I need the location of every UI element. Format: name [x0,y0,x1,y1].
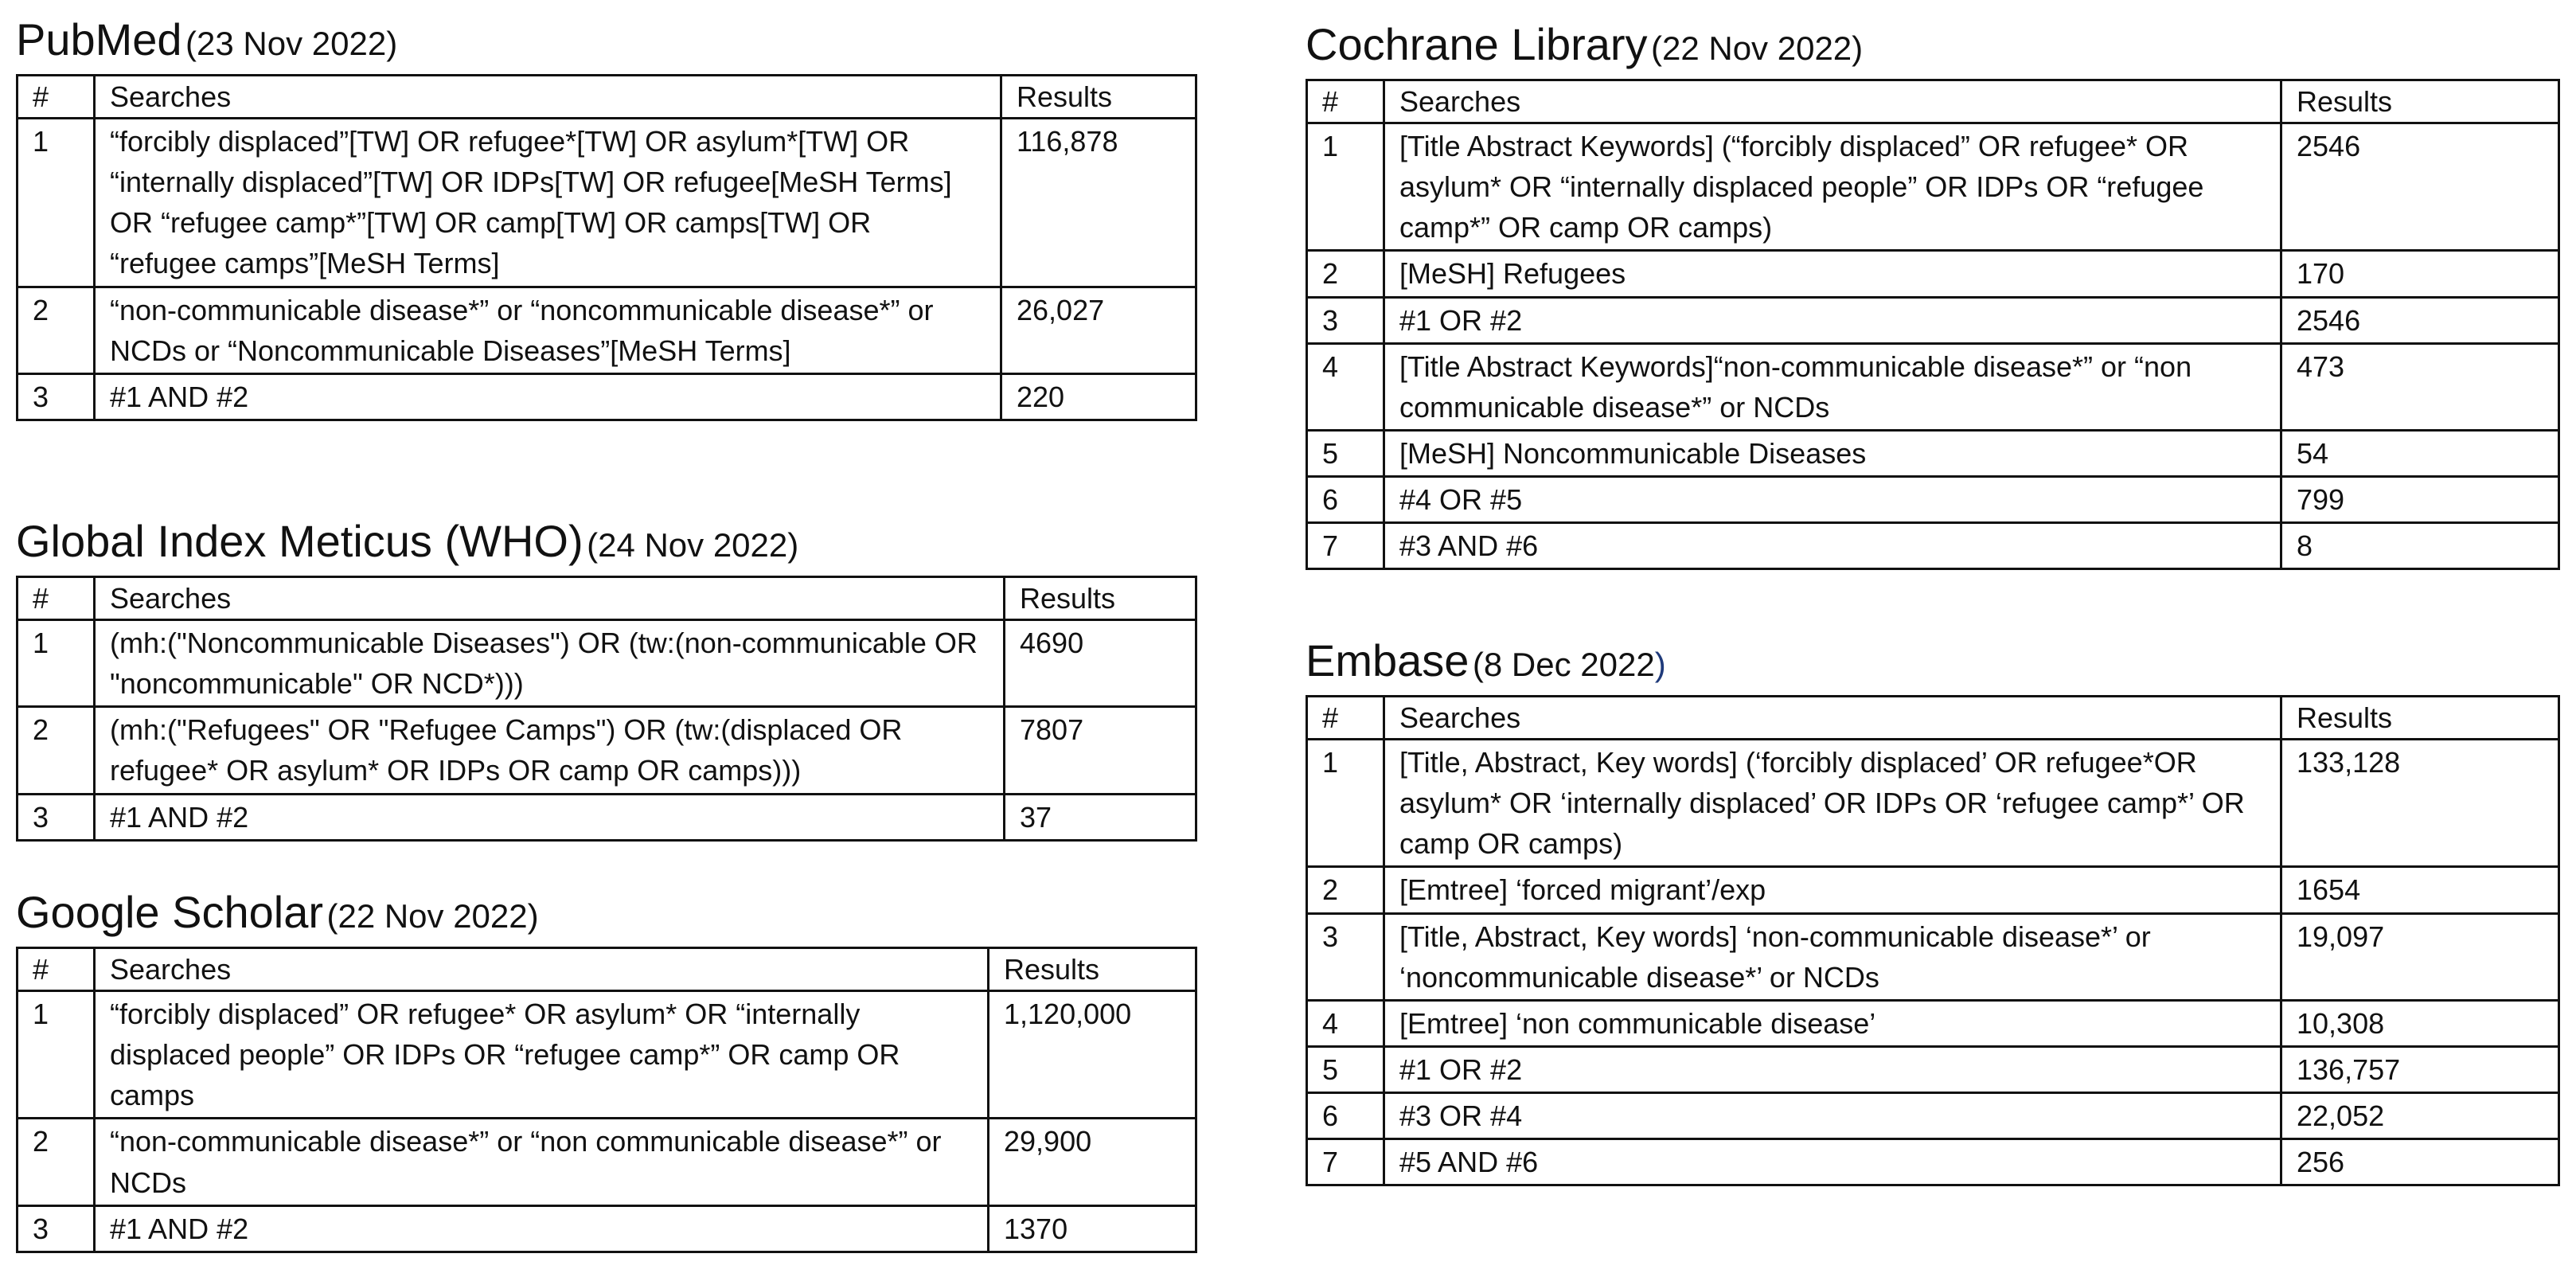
search-query-cell: #3 OR #4 [1384,1092,2281,1138]
search-query-cell: #1 AND #2 [95,1205,989,1252]
section-date-close: ) [1654,646,1666,683]
searches-header: Searches [1384,697,2281,740]
table-row [18,373,1196,420]
results-count-cell: 256 [2281,1139,2559,1185]
results-count-cell: 220 [1001,373,1196,420]
results-count-cell: 10,308 [2281,1000,2559,1046]
num-header: # [1307,697,1384,740]
row-number-cell: 2 [1307,867,1384,913]
row-number-cell: 7 [1307,1139,1384,1185]
search-query-cell: [MeSH] Noncommunicable Diseases [1384,430,2281,476]
results-count-cell: 7807 [1005,707,1196,794]
table-row [18,794,1196,840]
section-title: Embase [1306,635,1469,685]
table-row [18,287,1196,373]
row-number-cell: 2 [18,287,95,373]
table-row [1307,1092,2559,1138]
section-date: (24 Nov 2022) [587,526,799,564]
table-row [1307,867,2559,913]
row-number-cell: 2 [18,707,95,794]
section-title: Cochrane Library [1306,19,1648,69]
table-row [1307,1139,2559,1185]
results-count-cell: 1654 [2281,867,2559,913]
table-row [1307,123,2559,251]
row-number-cell: 2 [1307,251,1384,297]
table-row [1307,913,2559,1000]
section-title: Google Scholar [16,887,324,937]
global-index-medicus-section [16,516,1197,842]
search-query-cell: #1 OR #2 [1384,1046,2281,1092]
row-number-cell: 3 [18,1205,95,1252]
section-heading [16,887,1197,937]
row-number-cell: 6 [1307,1092,1384,1138]
table-header-row [1307,697,2559,740]
search-query-cell: #1 OR #2 [1384,297,2281,343]
section-date [1473,646,1666,683]
table-row [1307,1000,2559,1046]
search-query-cell: “non-communicable disease*” or “noncommunicable disease*” or NCDs or “Noncommunicable Diseases”[MeSH Terms] [95,287,1001,373]
num-header: # [18,76,95,119]
results-count-cell: 1370 [989,1205,1196,1252]
search-query-cell: [Emtree] ‘forced migrant’/exp [1384,867,2281,913]
search-query-cell: (mh:("Refugees" OR "Refugee Camps") OR (tw:(displaced OR refugee* OR asylum* OR IDPs OR camp OR camps))) [95,707,1005,794]
row-number-cell: 1 [1307,123,1384,251]
results-count-cell: 54 [2281,430,2559,476]
table-header-row [18,948,1196,991]
table-row [1307,1046,2559,1092]
row-number-cell: 1 [18,991,95,1119]
row-number-cell: 5 [1307,1046,1384,1092]
section-date: (22 Nov 2022) [326,897,539,935]
results-header: Results [2281,80,2559,123]
table-header-row [18,577,1196,620]
row-number-cell: 3 [1307,913,1384,1000]
table-header-row [18,76,1196,119]
search-query-cell: #4 OR #5 [1384,476,2281,522]
row-number-cell: 4 [1307,343,1384,430]
search-query-cell: “forcibly displaced”[TW] OR refugee*[TW] OR asylum*[TW] OR “internally displaced”[TW] OR IDPs[TW] OR refugee[MeSH Terms] OR “refugee camp*”[TW] OR camp[TW] OR camps[TW] OR “refugee camps”[MeSH Terms] [95,119,1001,287]
section-date-text: (8 Dec 2022 [1472,646,1655,683]
results-count-cell: 26,027 [1001,287,1196,373]
table-row [18,991,1196,1119]
table-row [1307,343,2559,430]
table-row [1307,430,2559,476]
cochrane-library-section [1306,19,2560,570]
results-header: Results [1001,76,1196,119]
table-row [18,119,1196,287]
search-query-cell: #1 AND #2 [95,794,1005,840]
row-number-cell: 3 [18,794,95,840]
search-query-cell: #5 AND #6 [1384,1139,2281,1185]
search-table [16,576,1197,842]
table-row [1307,523,2559,569]
search-query-cell: “forcibly displaced” OR refugee* OR asylum* OR “internally displaced people” OR IDPs OR “refugee camp*” OR camp OR camps [95,991,989,1119]
results-count-cell: 2546 [2281,123,2559,251]
num-header: # [18,577,95,620]
search-query-cell: [Emtree] ‘non communicable disease’ [1384,1000,2281,1046]
row-number-cell: 1 [18,620,95,707]
table-row [1307,476,2559,522]
results-count-cell: 19,097 [2281,913,2559,1000]
section-title: PubMed [16,14,182,64]
search-query-cell: #3 AND #6 [1384,523,2281,569]
pubmed-section [16,14,1197,421]
table-row [18,1205,1196,1252]
search-table [1306,695,2560,1186]
google-scholar-section [16,887,1197,1253]
searches-header: Searches [95,948,989,991]
row-number-cell: 2 [18,1119,95,1205]
results-count-cell: 8 [2281,523,2559,569]
results-count-cell: 170 [2281,251,2559,297]
results-count-cell: 133,128 [2281,740,2559,867]
search-table [1306,79,2560,570]
table-row [1307,740,2559,867]
search-table [16,947,1197,1253]
section-heading [16,516,1197,566]
table-row [18,1119,1196,1205]
num-header: # [18,948,95,991]
results-count-cell: 29,900 [989,1119,1196,1205]
results-count-cell: 799 [2281,476,2559,522]
row-number-cell: 1 [1307,740,1384,867]
search-query-cell: [Title Abstract Keywords] (“forcibly displaced” OR refugee* OR asylum* OR “internally displaced people” OR IDPs OR “refugee camp*” OR camp OR camps) [1384,123,2281,251]
search-query-cell: [MeSH] Refugees [1384,251,2281,297]
row-number-cell: 7 [1307,523,1384,569]
results-count-cell: 22,052 [2281,1092,2559,1138]
results-count-cell: 4690 [1005,620,1196,707]
section-date: (22 Nov 2022) [1651,29,1864,67]
search-query-cell: #1 AND #2 [95,373,1001,420]
results-count-cell: 136,757 [2281,1046,2559,1092]
results-header: Results [989,948,1196,991]
table-row [1307,251,2559,297]
table-row [18,707,1196,794]
searches-header: Searches [95,76,1001,119]
search-query-cell: “non-communicable disease*” or “non communicable disease*” or NCDs [95,1119,989,1205]
section-date: (23 Nov 2022) [185,25,398,62]
results-count-cell: 37 [1005,794,1196,840]
search-query-cell: [Title, Abstract, Key words] ‘non-communicable disease*’ or ‘noncommunicable disease*’ or NCDs [1384,913,2281,1000]
search-query-cell: [Title, Abstract, Key words] (‘forcibly displaced’ OR refugee*OR asylum* OR ‘internally displaced’ OR IDPs OR ‘refugee camp*’ OR camp OR camps) [1384,740,2281,867]
results-header: Results [1005,577,1196,620]
row-number-cell: 4 [1307,1000,1384,1046]
row-number-cell: 3 [18,373,95,420]
row-number-cell: 6 [1307,476,1384,522]
search-query-cell: (mh:("Noncommunicable Diseases") OR (tw:(non-communicable OR "noncommunicable" OR NCD*))) [95,620,1005,707]
results-count-cell: 116,878 [1001,119,1196,287]
results-count-cell: 1,120,000 [989,991,1196,1119]
search-query-cell: [Title Abstract Keywords]“non-communicable disease*” or “non communicable disease*” or NCDs [1384,343,2281,430]
row-number-cell: 1 [18,119,95,287]
table-row [18,620,1196,707]
section-heading [16,14,1197,64]
searches-header: Searches [1384,80,2281,123]
section-heading [1306,19,2560,69]
embase-section [1306,635,2560,1186]
section-title: Global Index Meticus (WHO) [16,516,584,566]
results-count-cell: 473 [2281,343,2559,430]
section-heading [1306,635,2560,685]
search-table [16,74,1197,421]
results-count-cell: 2546 [2281,297,2559,343]
table-row [1307,297,2559,343]
searches-header: Searches [95,577,1005,620]
results-header: Results [2281,697,2559,740]
table-header-row [1307,80,2559,123]
row-number-cell: 5 [1307,430,1384,476]
row-number-cell: 3 [1307,297,1384,343]
num-header: # [1307,80,1384,123]
